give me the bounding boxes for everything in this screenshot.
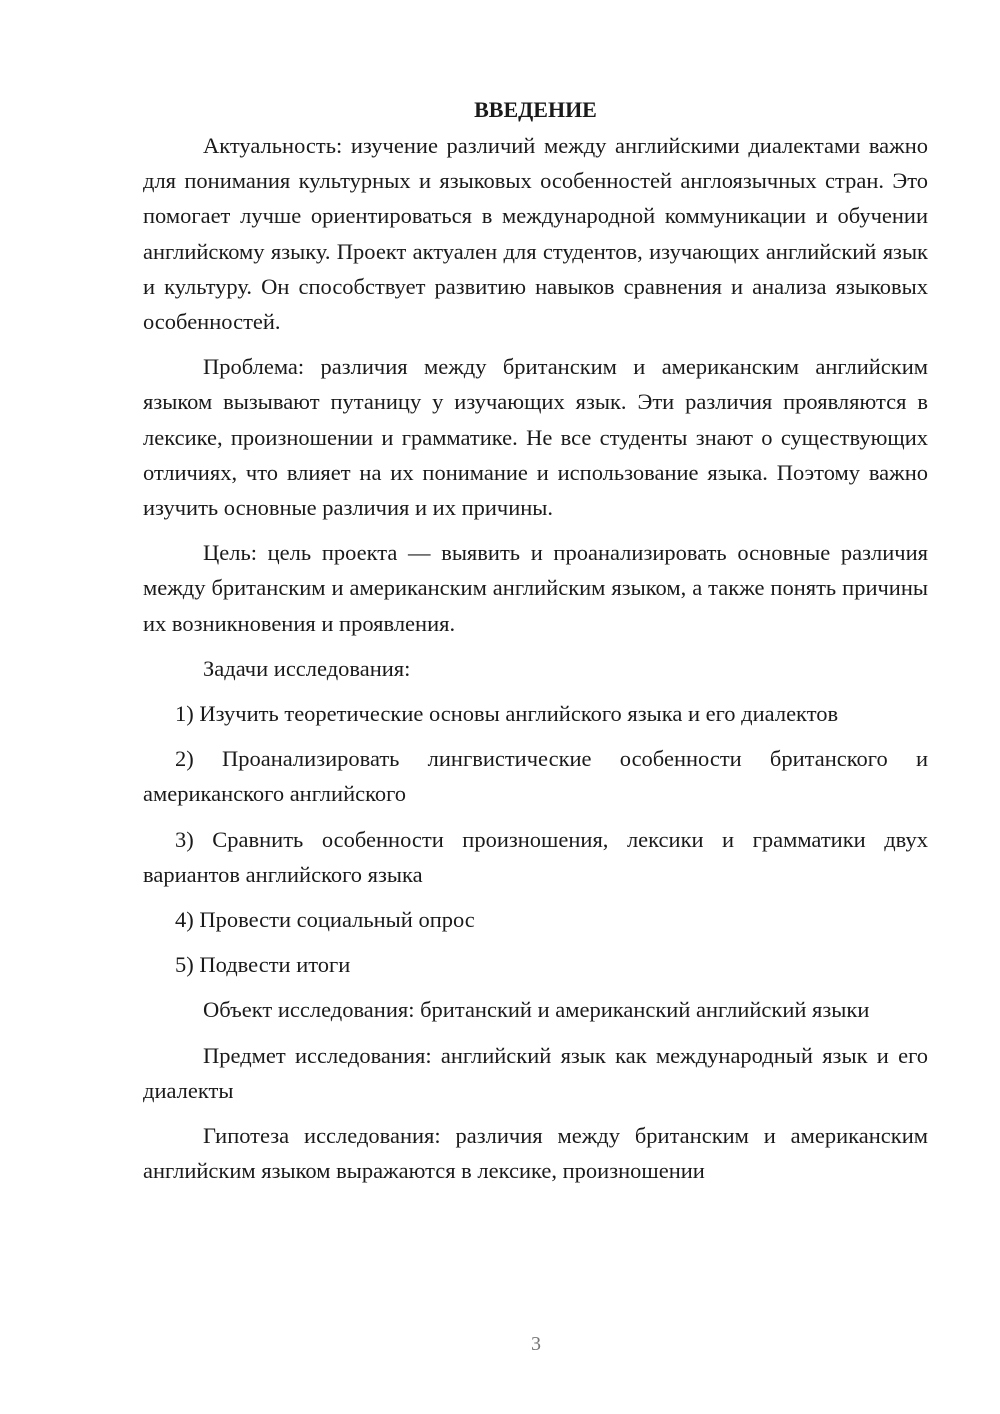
page-content xyxy=(143,94,928,1188)
page-number: 3 xyxy=(531,1333,541,1355)
task-item: 4) Провести социальный опрос xyxy=(175,907,475,933)
task-item: 2) Проанализировать лингвистические особенности британского и американского английского xyxy=(143,746,928,807)
paragraph-object: Объект исследования: британский и американский английский языки xyxy=(203,997,870,1023)
section-title: ВВЕДЕНИЕ xyxy=(474,97,597,122)
paragraph-relevance: Актуальность: изучение различий между английскими диалектами важно для понимания культурных и языковых особенностей англоязычных стран. Это помогает лучше ориентироваться в международной коммуникации и обучении английскому языку. Проект актуален для студентов, изучающих английский язык и культуру. Он способствует развитию навыков сравнения и анализа языковых особенностей. xyxy=(143,133,928,335)
task-item: 3) Сравнить особенности произношения, лексики и грамматики двух вариантов английского языка xyxy=(143,826,928,887)
paragraph-problem: Проблема: различия между британским и американским английским языком вызывают путаницу у изучающих язык. Эти различия проявляются в лексике, произношении и грамматике. Не все студенты знают о существующих отличиях, что влияет на их понимание и использование языка. Поэтому важно изучить основные различия и их причины. xyxy=(143,354,928,521)
paragraph-hypothesis: Гипотеза исследования: различия между британским и американским английским языком выражаются в лексике, произношении xyxy=(143,1123,928,1184)
task-item: 5) Подвести итоги xyxy=(175,952,351,978)
tasks-heading: Задачи исследования: xyxy=(203,655,411,681)
task-item: 1) Изучить теоретические основы английского языка и его диалектов xyxy=(175,701,839,727)
paragraph-subject: Предмет исследования: английский язык как международный язык и его диалекты xyxy=(143,1042,928,1103)
paragraph-goal: Цель: цель проекта — выявить и проанализировать основные различия между британским и американским английским языком, а также понять причины их возникновения и проявления. xyxy=(143,540,928,636)
